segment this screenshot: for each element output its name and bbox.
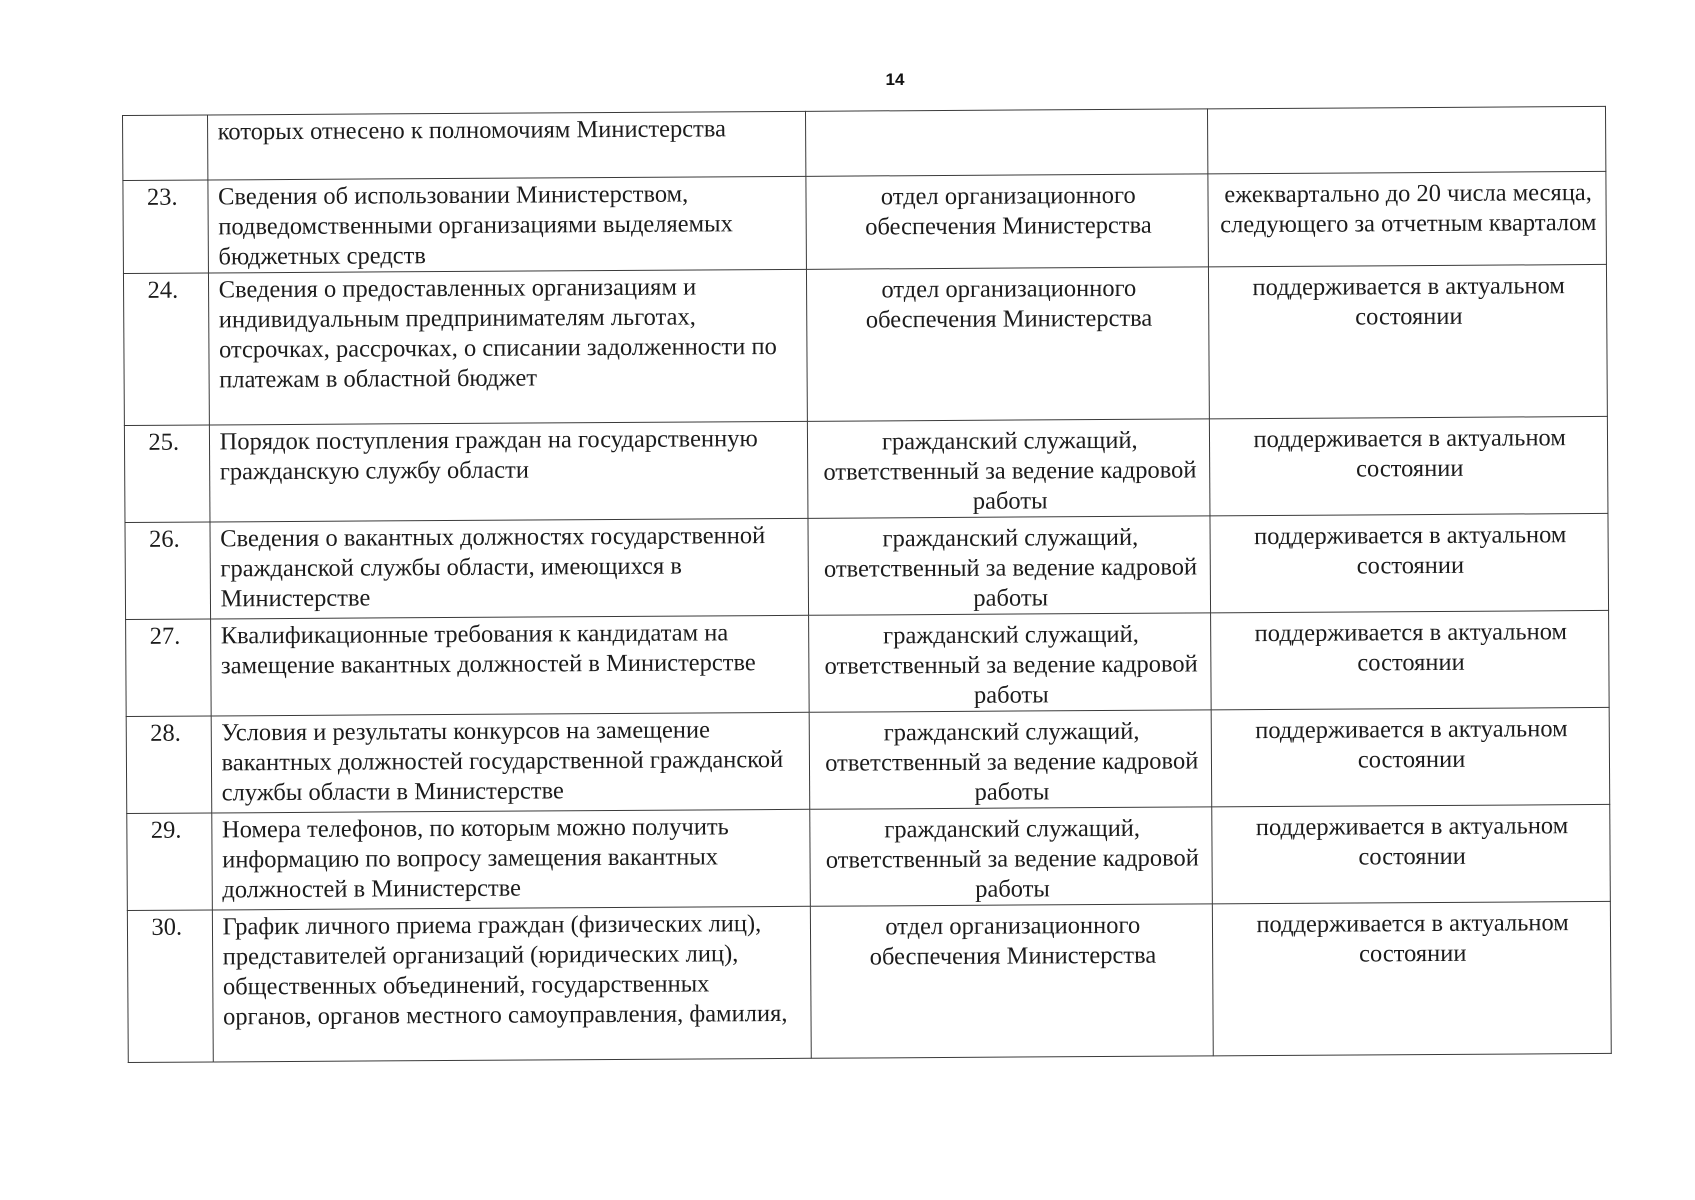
- table-row: [123, 171, 1607, 273]
- table-row: [126, 707, 1610, 813]
- table-row: [124, 416, 1608, 522]
- responsible-unit: отдел организационного обеспечения Министерства: [807, 267, 1210, 421]
- responsible-unit: гражданский служащий, ответственный за ведение кадровой работы: [808, 419, 1211, 518]
- info-name: которых отнесено к полномочиям Министерства: [207, 111, 806, 180]
- responsible-unit: гражданский служащий, ответственный за ведение кадровой работы: [809, 613, 1212, 712]
- info-name: График личного приема граждан (физических лиц), представителей организаций (юридических лиц), общественных объединений, государственных органов, органов местного самоуправления, фамилия,: [212, 906, 812, 1062]
- table-row: [127, 901, 1611, 1062]
- responsible-unit: гражданский служащий, ответственный за ведение кадровой работы: [808, 516, 1211, 615]
- row-number: 27.: [126, 619, 211, 717]
- row-number: [123, 115, 208, 181]
- info-name: Порядок поступления граждан на государственную гражданскую службу области: [209, 421, 808, 522]
- row-number: 23.: [123, 180, 208, 274]
- info-name: Сведения об использовании Министерством, подведомственными организациями выделяемых бюджетных средств: [208, 176, 807, 273]
- row-number: 24.: [123, 273, 209, 426]
- info-name: Номера телефонов, по которым можно получить информацию по вопросу замещения вакантных должностей в Министерстве: [211, 809, 810, 910]
- row-number: 29.: [127, 813, 212, 911]
- row-number: 25.: [124, 425, 209, 523]
- table-row: [127, 804, 1611, 910]
- table-row: [126, 610, 1610, 716]
- row-number: 30.: [127, 910, 213, 1063]
- placement-term: ежеквартально до 20 числа месяца, следующего за отчетным кварталом: [1208, 171, 1606, 266]
- table-row: [123, 264, 1607, 425]
- placement-term: поддерживается в актуальном состоянии: [1209, 264, 1608, 418]
- info-name: Сведения о вакантных должностях государственной гражданской службы области, имеющихся в Министерстве: [210, 518, 809, 619]
- placement-term: поддерживается в актуальном состоянии: [1213, 901, 1612, 1055]
- info-name: Сведения о предоставленных организациям и индивидуальным предпринимателям льготах, отсрочках, рассрочках, о списании задолженности по платежам в областной бюджет: [208, 269, 808, 425]
- responsible-unit: [806, 109, 1208, 176]
- table-row: [123, 106, 1606, 180]
- placement-term: поддерживается в актуальном состоянии: [1212, 804, 1610, 903]
- responsible-unit: гражданский служащий, ответственный за ведение кадровой работы: [810, 807, 1213, 906]
- info-name: Условия и результаты конкурсов на замещение вакантных должностей государственной гражданской службы области в Министерстве: [211, 712, 810, 813]
- placement-term: поддерживается в актуальном состоянии: [1210, 513, 1608, 612]
- row-number: 26.: [125, 522, 210, 620]
- placement-term: [1208, 106, 1606, 173]
- row-number: 28.: [126, 716, 211, 814]
- information-table: [122, 106, 1612, 1063]
- page-number: 14: [885, 70, 905, 89]
- responsible-unit: гражданский служащий, ответственный за ведение кадровой работы: [809, 710, 1212, 809]
- responsible-unit: отдел организационного обеспечения Министерства: [806, 174, 1209, 269]
- placement-term: поддерживается в актуальном состоянии: [1211, 610, 1609, 709]
- placement-term: поддерживается в актуальном состоянии: [1211, 707, 1609, 806]
- info-name: Квалификационные требования к кандидатам на замещение вакантных должностей в Министерстве: [210, 615, 809, 716]
- table-row: [125, 513, 1609, 619]
- responsible-unit: отдел организационного обеспечения Министерства: [811, 904, 1214, 1058]
- placement-term: поддерживается в актуальном состоянии: [1210, 416, 1608, 515]
